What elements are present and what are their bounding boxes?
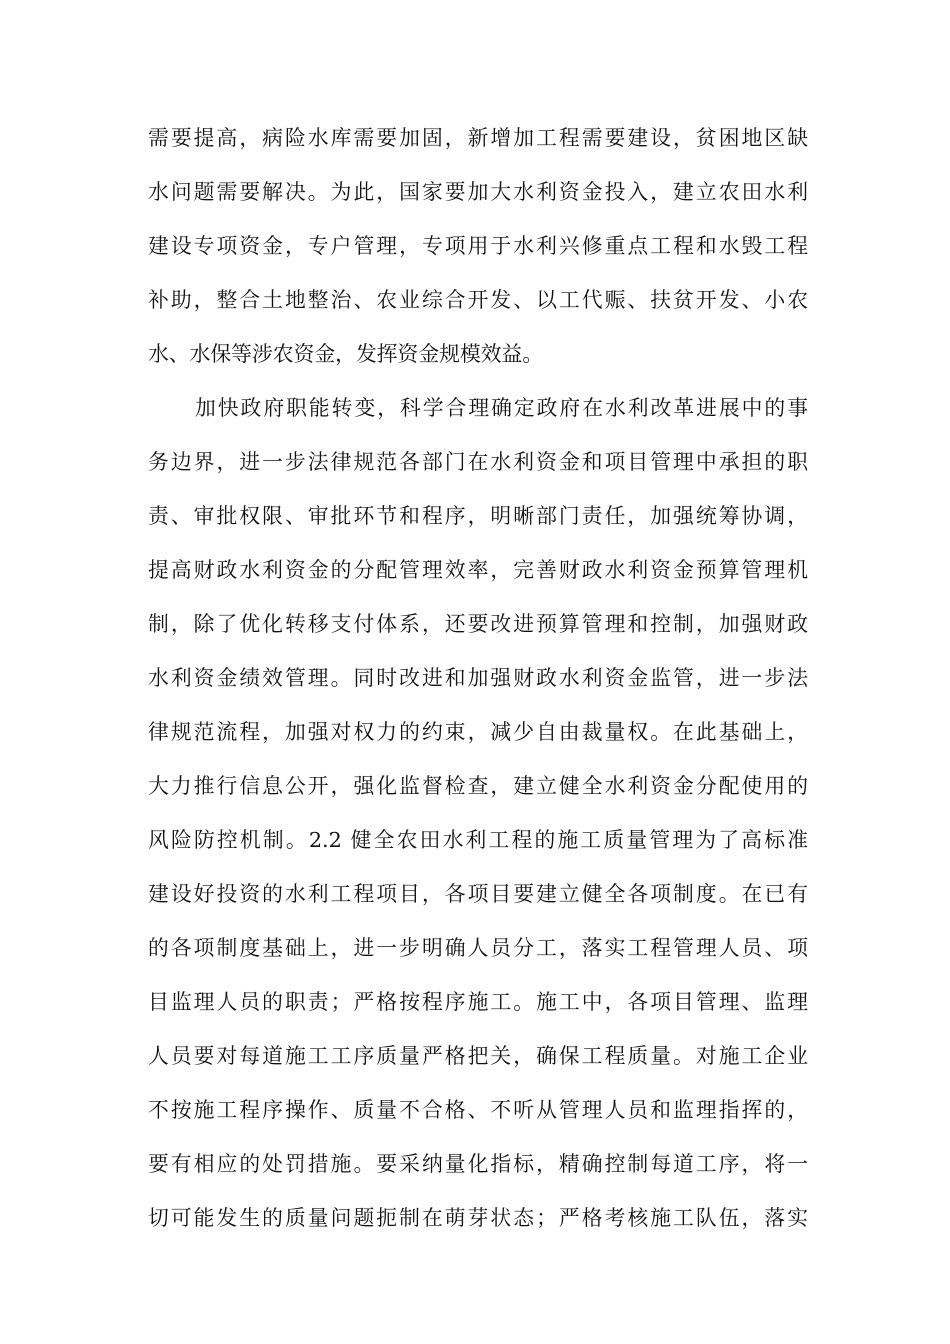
text-line: 制，除了优化转移支付体系，还要改进预算管理和控制，加强财政	[148, 612, 808, 636]
text-line: 人员要对每道施工工序质量严格把关，确保工程质量。对施工企业	[148, 1044, 808, 1068]
text-line: 律规范流程，加强对权力的约束，减少自由裁量权。在此基础上，	[148, 720, 808, 744]
text-line: 补助，整合土地整治、农业综合开发、以工代赈、扶贫开发、小农	[148, 288, 808, 312]
text-line: 风险防控机制。2.2 健全农田水利工程的施工质量管理为了高标准	[148, 828, 808, 852]
text-line: 切可能发生的质量问题扼制在萌芽状态；严格考核施工队伍，落实	[148, 1206, 808, 1230]
text-line: 建设专项资金，专户管理，专项用于水利兴修重点工程和水毁工程	[148, 234, 808, 258]
text-line-paragraph-end: 水、水保等涉农资金，发挥资金规模效益。	[148, 342, 544, 366]
text-line: 要有相应的处罚措施。要采纳量化指标，精确控制每道工序，将一	[148, 1152, 808, 1176]
text-line: 需要提高，病险水库需要加固，新增加工程需要建设，贫困地区缺	[148, 126, 808, 150]
text-line: 提高财政水利资金的分配管理效率，完善财政水利资金预算管理机	[148, 558, 808, 582]
text-line: 水问题需要解决。为此，国家要加大水利资金投入，建立农田水利	[148, 180, 808, 204]
text-line: 务边界，进一步法律规范各部门在水利资金和项目管理中承担的职	[148, 450, 808, 474]
text-line: 不按施工程序操作、质量不合格、不听从管理人员和监理指挥的，	[148, 1098, 808, 1122]
text-line: 建设好投资的水利工程项目，各项目要建立健全各项制度。在已有	[148, 882, 808, 906]
text-line: 的各项制度基础上，进一步明确人员分工，落实工程管理人员、项	[148, 936, 808, 960]
text-line: 水利资金绩效管理。同时改进和加强财政水利资金监管，进一步法	[148, 666, 808, 690]
text-line-paragraph-start: 加快政府职能转变，科学合理确定政府在水利改革进展中的事	[195, 396, 808, 420]
text-line: 大力推行信息公开，强化监督检查，建立健全水利资金分配使用的	[148, 774, 808, 798]
text-line: 目监理人员的职责；严格按程序施工。施工中，各项目管理、监理	[148, 990, 808, 1014]
text-line: 责、审批权限、审批环节和程序，明晰部门责任，加强统筹协调，	[148, 504, 808, 528]
